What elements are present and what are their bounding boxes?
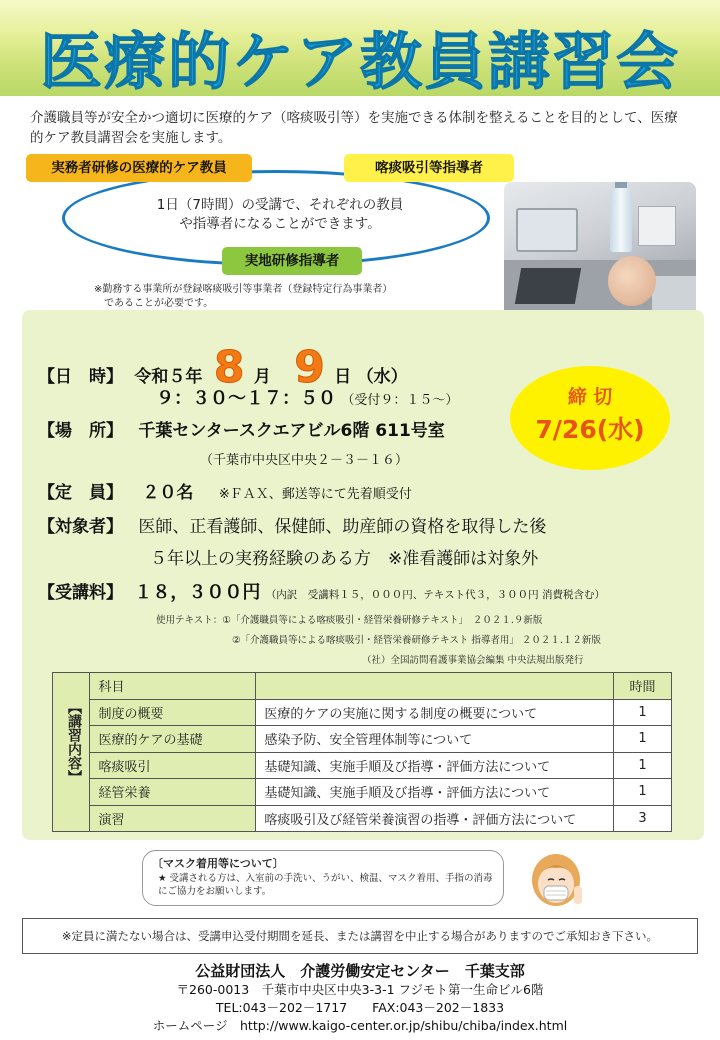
venue-address: （千葉市中央区中央２－３－１６） bbox=[200, 453, 409, 468]
subject-cell: 喀痰吸引 bbox=[90, 752, 256, 779]
content-cell: 医療的ケアの実施に関する制度の概要について bbox=[256, 699, 614, 726]
hours-cell: 1 bbox=[614, 699, 672, 726]
nurse-mask bbox=[544, 886, 568, 900]
nurse-hand bbox=[574, 886, 582, 904]
note-line-1: ※勤務する事業所が登録喀痰吸引等事業者（登録特定行為事業者） bbox=[94, 284, 393, 295]
content-cell: 基礎知識、実施手順及び指導・評価方法について bbox=[256, 752, 614, 779]
date-day-unit: 日 bbox=[334, 367, 352, 387]
oval-line-2: や指導者になることができます。 bbox=[179, 216, 381, 232]
textbook-publisher: （社）全国訪問看護事業協会編集 中央法規出版発行 bbox=[362, 655, 584, 666]
footer-org: 公益財団法人 介護労働安定センター 千葉支部 bbox=[195, 962, 525, 980]
time-range: ９：３０～１７：５０ bbox=[156, 388, 336, 409]
content-cell: 感染予防、安全管理体制等について bbox=[256, 726, 614, 753]
course-header-row bbox=[52, 673, 672, 700]
photo-box bbox=[638, 206, 676, 246]
photo-monitor bbox=[516, 208, 578, 252]
table-row bbox=[52, 752, 672, 779]
subject-cell: 医療的ケアの基礎 bbox=[90, 726, 256, 753]
capacity-note: ※ＦＡＸ、郵送等にて先着順受付 bbox=[218, 487, 412, 502]
hours-cell: 1 bbox=[614, 752, 672, 779]
header-subject: 科目 bbox=[90, 673, 256, 700]
fee-value: １８，３００円 bbox=[134, 582, 261, 603]
subject-cell: 制度の概要 bbox=[90, 699, 256, 726]
textbook-line-2: ②「介護職員等による喀痰吸引・経管栄養研修テキスト 指導者用」 ２０２１.１２新版 bbox=[232, 635, 601, 646]
footer-homepage[interactable]: ホームページ http://www.kaigo-center.or.jp/shibu/chiba/index.html bbox=[152, 1018, 568, 1033]
target-line-2: ５年以上の実務経験のある方 ※准看護師は対象外 bbox=[150, 549, 539, 569]
hours-cell: 3 bbox=[614, 805, 672, 832]
course-side-label: 【講習内容】 bbox=[66, 700, 82, 784]
mask-notice-body: ★ 受講される方は、入室前の手洗い、うがい、検温、マスク着用、手指の消毒 にご協力をお願いします。 bbox=[158, 873, 493, 897]
target-label: 【対象者】 bbox=[38, 517, 123, 537]
badge-teacher: 実務者研修の医療的ケア教員 bbox=[26, 154, 252, 182]
mask-notice-title: 〔マスク着用等について〕 bbox=[152, 857, 284, 870]
textbook-line-1: 使用テキスト：①「介護職員等による喀痰吸引・経管栄養研修テキスト」 ２０２１.９新版 bbox=[156, 615, 543, 626]
header-content bbox=[256, 673, 614, 700]
fee-note: （内訳 受講料１５，０００円、テキスト代３，３００円 消費税含む） bbox=[265, 589, 605, 601]
content-cell: 喀痰吸引及び経管栄養演習の指導・評価方法について bbox=[256, 805, 614, 832]
photo-mannequin-head bbox=[608, 256, 656, 306]
deadline-badge bbox=[510, 366, 670, 470]
date-label: 【日 時】 bbox=[38, 367, 123, 387]
target-row bbox=[38, 512, 546, 537]
venue-name: 千葉センタースクエアビル6階 611号室 bbox=[138, 421, 445, 441]
training-photo bbox=[504, 182, 696, 330]
subject-cell: 経管栄養 bbox=[90, 779, 256, 806]
date-month: 8 bbox=[213, 342, 245, 393]
reception-time: （受付９：１５～） bbox=[341, 393, 459, 408]
table-row bbox=[52, 726, 672, 753]
photo-bottle bbox=[610, 188, 632, 252]
date-weekday: （水） bbox=[356, 367, 408, 387]
date-day: 9 bbox=[294, 342, 325, 393]
date-era: 令和５年 bbox=[134, 367, 203, 387]
table-row bbox=[52, 779, 672, 806]
table-row bbox=[52, 699, 672, 726]
subject-cell: 演習 bbox=[90, 805, 256, 832]
hours-cell: 1 bbox=[614, 726, 672, 753]
time-row bbox=[156, 384, 458, 410]
footer-address: 〒260-0013 千葉市中央区中央3-3-1 フジモト第一生命ビル6階 bbox=[176, 982, 544, 997]
header-hours: 時間 bbox=[614, 673, 672, 700]
nurse-mask-icon bbox=[526, 846, 590, 916]
date-month-unit: 月 bbox=[253, 367, 271, 387]
fee-row bbox=[38, 578, 605, 604]
capacity-row bbox=[38, 478, 412, 503]
footer-tel-fax: TEL:043－202－1717 FAX:043－202－1833 bbox=[215, 1000, 505, 1015]
course-table bbox=[52, 672, 672, 832]
fee-label: 【受講料】 bbox=[38, 583, 123, 603]
page-title: 医療的ケア教員講習会 bbox=[39, 25, 680, 98]
deadline-date: 7/26(水) bbox=[535, 415, 645, 444]
content-cell: 基礎知識、実施手順及び指導・評価方法について bbox=[256, 779, 614, 806]
oval-line-1: 1日（7時間）の受講で、それぞれの教員 bbox=[156, 197, 404, 213]
venue-row bbox=[38, 416, 445, 441]
capacity-value: ２０名 bbox=[142, 483, 194, 503]
badge-instructor: 喀痰吸引等指導者 bbox=[344, 154, 514, 182]
note-line-2: であることが必要です。 bbox=[104, 298, 214, 309]
venue-label: 【場 所】 bbox=[38, 421, 123, 441]
table-row bbox=[52, 805, 672, 832]
capacity-label: 【定 員】 bbox=[38, 483, 123, 503]
deadline-label: 締 切 bbox=[567, 386, 613, 408]
badge-field: 実地研修指導者 bbox=[222, 247, 362, 275]
photo-tray bbox=[515, 268, 581, 304]
eligibility-note bbox=[94, 283, 494, 311]
intro-text: 介護職員等が安全かつ適切に医療的ケア（喀痰吸引等）を実施できる体制を整えることを目的として、医療的ケア教員講習会を実施します。 bbox=[30, 110, 678, 146]
target-line-1: 医師、正看護師、保健師、助産師の資格を取得した後 bbox=[138, 517, 547, 537]
oval-description bbox=[100, 196, 460, 234]
hours-cell: 1 bbox=[614, 779, 672, 806]
cancellation-notice: ※定員に満たない場合は、受講申込受付期間を延長、または講習を中止する場合がありますのでご承知おき下さい。 bbox=[22, 918, 698, 954]
